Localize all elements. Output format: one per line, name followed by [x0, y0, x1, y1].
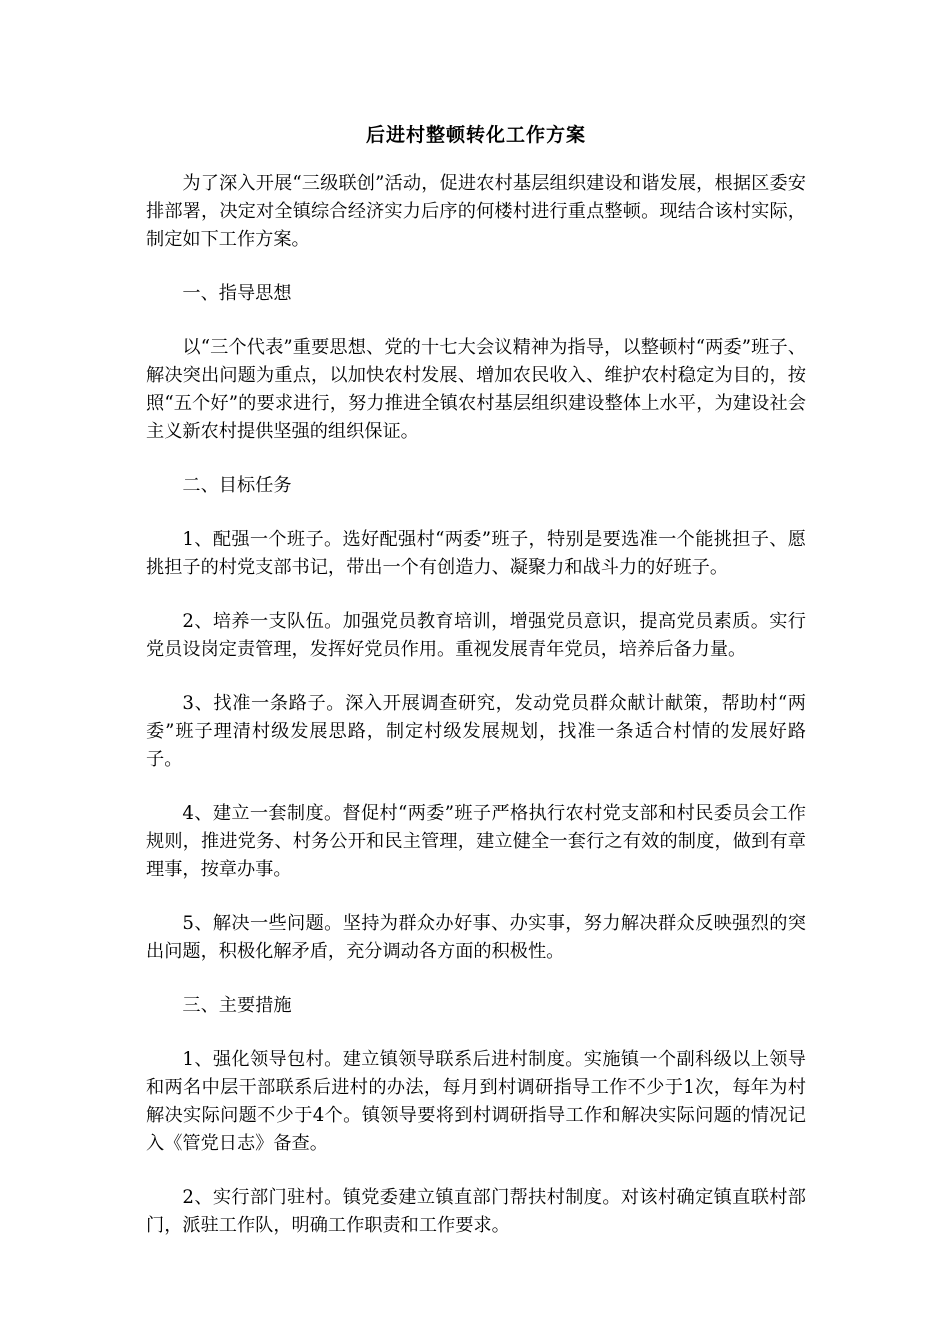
section-heading-goals: 二、目标任务: [182, 475, 292, 496]
document-title: 后进村整顿转化工作方案: [365, 124, 586, 146]
section-paragraph: 1、强化领导包村。建立镇领导联系后进村制度。实施镇一个副科级以上领导和两名中层干部联系后进村的办法，每月到村调研指导工作不少于1次，每年为村解决实际问题不少于4个。镇领导要将到村调研指导工作和解决实际问题的情况记入《管党日志》备查。: [146, 1049, 806, 1154]
section-paragraph: 4、建立一套制度。督促村“两委”班子严格执行农村党支部和村民委员会工作规则，推进党务、村务公开和民主管理，建立健全一套行之有效的制度，做到有章理事，按章办事。: [146, 803, 806, 880]
section-paragraph: 2、培养一支队伍。加强党员教育培训，增强党员意识，提高党员素质。实行党员设岗定责管理，发挥好党员作用。重视发展青年党员，培养后备力量。: [146, 611, 806, 660]
section-paragraph: 5、解决一些问题。坚持为群众办好事、办实事，努力解决群众反映强烈的突出问题，积极化解矛盾，充分调动各方面的积极性。: [146, 913, 806, 962]
intro-paragraph: 为了深入开展“三级联创”活动，促进农村基层组织建设和谐发展，根据区委安排部署，决定对全镇综合经济实力后序的何楼村进行重点整顿。现结合该村实际，制定如下工作方案。: [146, 173, 806, 250]
section-heading-guiding-thought: 一、指导思想: [182, 283, 292, 304]
section-paragraph: 以“三个代表”重要思想、党的十七大会议精神为指导，以整顿村“两委”班子、解决突出问题为重点，以加快农村发展、增加农民收入、维护农村稳定为目的，按照“五个好”的要求进行，努力推进全镇农村基层组织建设整体上水平，为建设社会主义新农村提供坚强的组织保证。: [146, 337, 806, 442]
section-paragraph: 3、找准一条路子。深入开展调查研究，发动党员群众献计献策，帮助村“两委”班子理清村级发展思路，制定村级发展规划，找准一条适合村情的发展好路子。: [146, 693, 806, 770]
section-paragraph: 2、实行部门驻村。镇党委建立镇直部门帮扶村制度。对该村确定镇直联村部门，派驻工作队，明确工作职责和工作要求。: [146, 1187, 806, 1236]
section-heading-measures: 三、主要措施: [182, 995, 292, 1016]
document-body: [146, 120, 806, 1266]
section-paragraph: 1、配强一个班子。选好配强村“两委”班子，特别是要选准一个能挑担子、愿挑担子的村党支部书记，带出一个有创造力、凝聚力和战斗力的好班子。: [146, 529, 806, 578]
